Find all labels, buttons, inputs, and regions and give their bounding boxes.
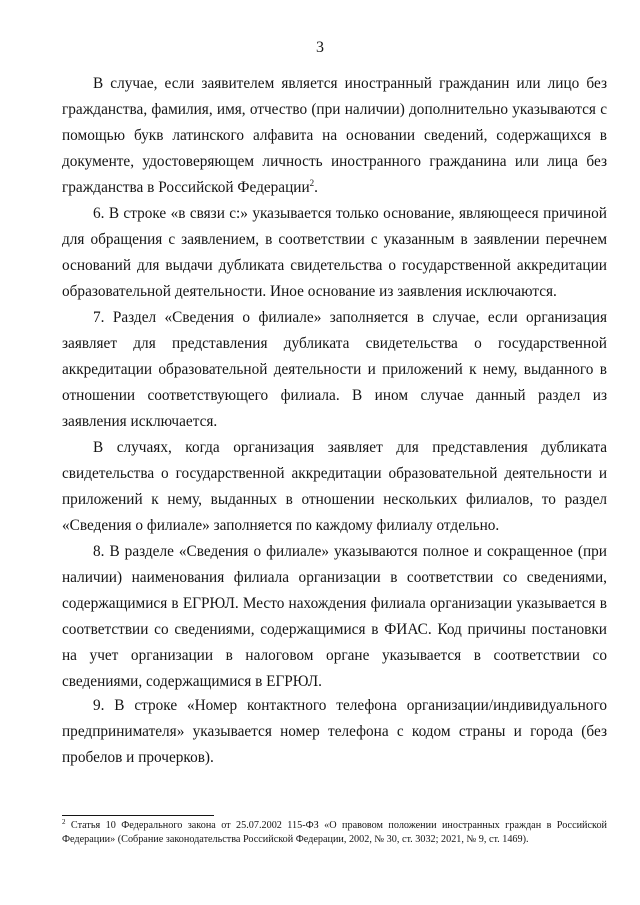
paragraph-item-7 xyxy=(62,305,607,435)
paragraph-text: 6. В строке «в связи с:» указывается только основание, являющееся причиной для обращения с заявлением, в соответствии с указанным в заявлении перечнем оснований для выдачи дубликата свидетельства о государственной аккредитации образовательной деятельности. Иное основание из заявления исключаются. xyxy=(62,205,607,300)
footnote-marker: 2 xyxy=(62,818,66,826)
paragraph-text: 9. В строке «Номер контактного телефона организации/индивидуального предпринимателя» указывается номер телефона с кодом страны и города (без пробелов и прочерков). xyxy=(62,697,607,766)
paragraph-text: 7. Раздел «Сведения о филиале» заполняется в случае, если организация заявляет для представления дубликата свидетельства о государственной аккредитации образовательной деятельности и приложений к нему, выданного в отношении соответствующего филиала. В ином случае данный раздел из заявления исключается. xyxy=(62,309,607,430)
paragraph-item-8 xyxy=(62,539,607,695)
paragraph-item-9 xyxy=(62,693,607,771)
paragraph-multiple-branches xyxy=(62,435,607,539)
paragraph-text: 8. В разделе «Сведения о филиале» указываются полное и сокращенное (при наличии) наименования филиала организации в соответствии со сведениями, содержащимися в ЕГРЮЛ. Место нахождения филиала организации указывается в соответствии со сведениями, содержащимися в ФИАС. Код причины постановки на учет организации в налоговом органе указывается в соответствии со сведениями, содержащимися в ЕГРЮЛ. xyxy=(62,543,607,690)
footnote-reference: 2 xyxy=(309,178,315,188)
footnote xyxy=(62,819,607,847)
paragraph-foreign-citizen-names xyxy=(62,71,607,201)
paragraph-item-6 xyxy=(62,201,607,305)
paragraph-text: В случаях, когда организация заявляет для представления дубликата свидетельства о государственной аккредитации образовательной деятельности и приложений к нему, выданных в отношении нескольких филиалов, то раздел «Сведения о филиале» заполняется по каждому филиалу отдельно. xyxy=(62,439,607,534)
paragraph-trailing-punctuation: . xyxy=(314,179,318,196)
footnote-separator xyxy=(62,815,214,816)
page-number: 3 xyxy=(316,39,324,56)
paragraph-text: В случае, если заявителем является иностранный гражданин или лицо без гражданства, фамилия, имя, отчество (при наличии) дополнительно указываются с помощью букв латинского алфавита на основании сведений, содержащихся в документе, удостоверяющем личность иностранного гражданина или лица без гражданства в Российской Федерации xyxy=(62,75,607,196)
footnote-text: Статья 10 Федерального закона от 25.07.2002 115-ФЗ «О правовом положении иностранных граждан в Российской Федерации» (Собрание законодательства Российской Федерации, 2002, № 30, ст. 3032; 2021, № 9, ст. 1469). xyxy=(62,820,607,845)
